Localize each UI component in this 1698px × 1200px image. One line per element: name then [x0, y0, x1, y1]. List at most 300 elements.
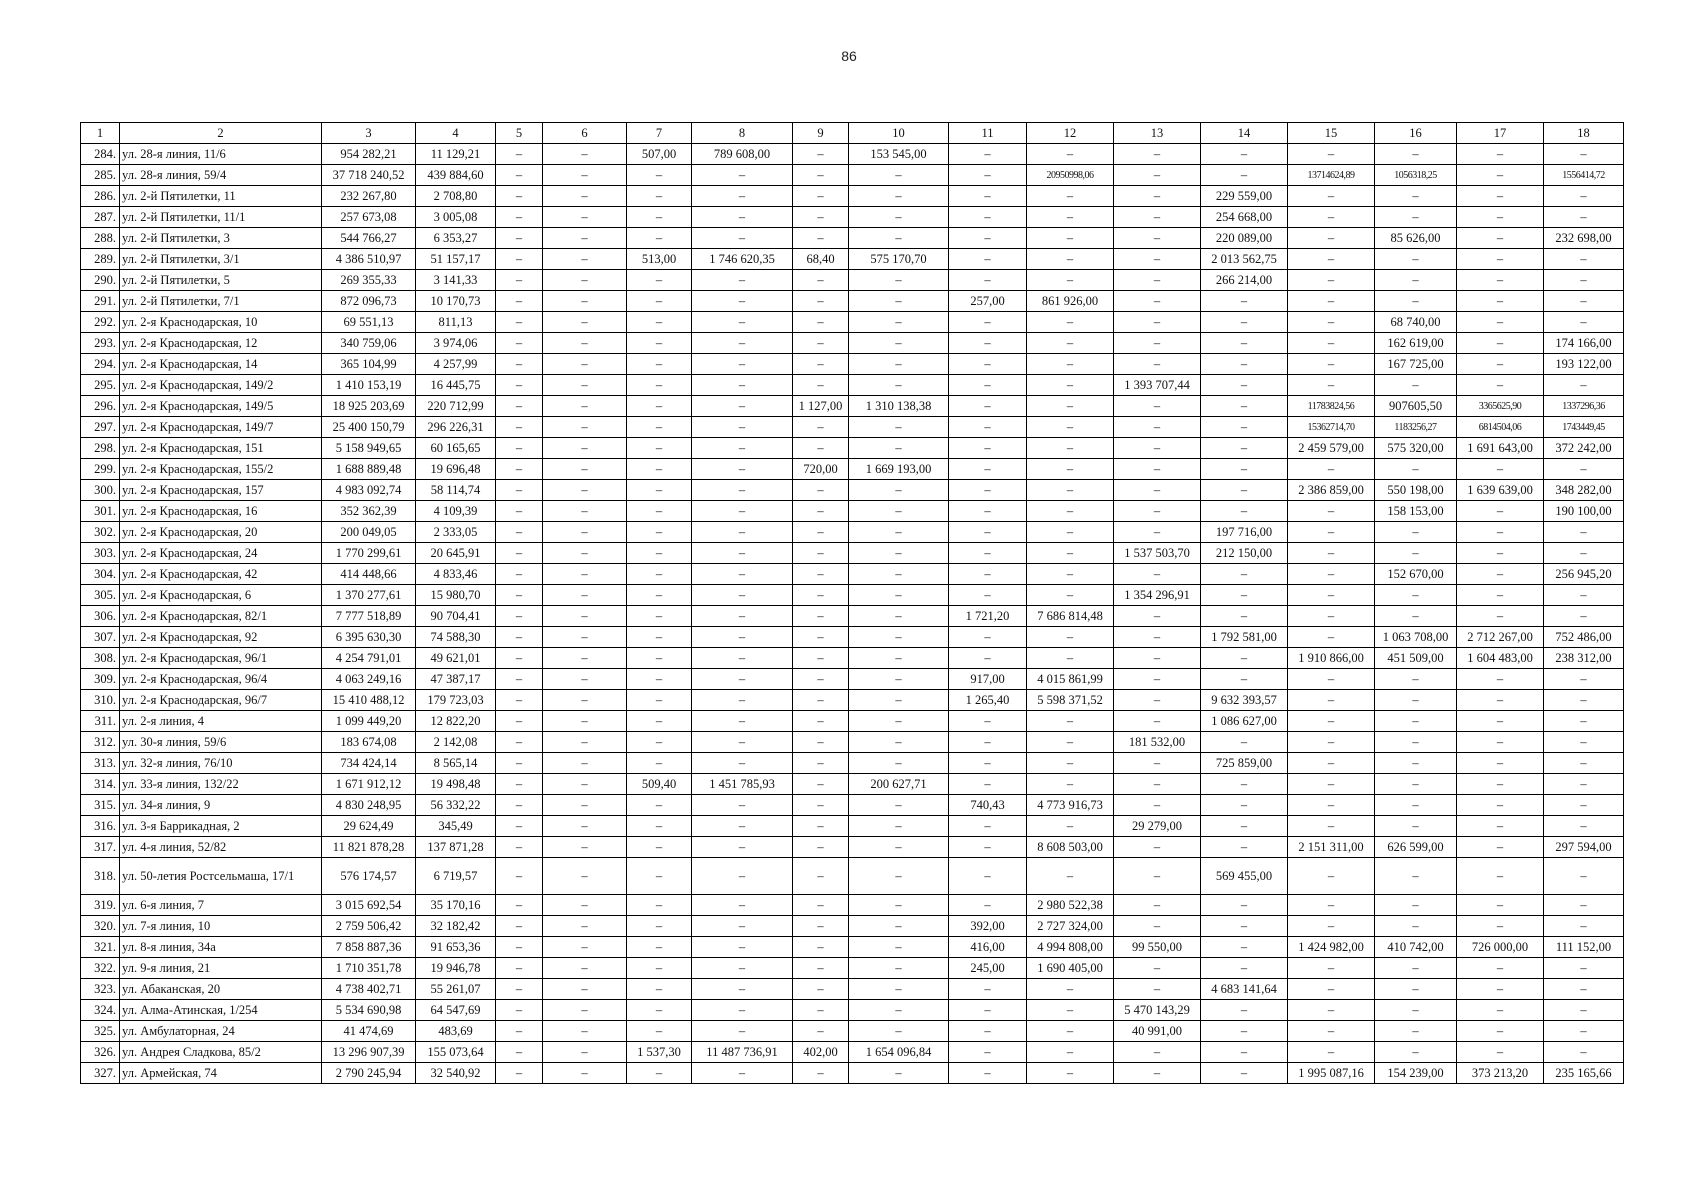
value-cell: –	[1288, 585, 1375, 606]
address-cell: ул. 50-летия Ростсельмаша, 17/1	[120, 858, 322, 895]
address-cell: ул. 28-я линия, 11/6	[120, 144, 322, 165]
value-cell: –	[543, 291, 627, 312]
value-cell: –	[1457, 522, 1544, 543]
value-cell: –	[543, 417, 627, 438]
value-cell: –	[1114, 228, 1201, 249]
value-cell: –	[496, 690, 543, 711]
address-cell: ул. 2-я Краснодарская, 149/7	[120, 417, 322, 438]
value-cell: –	[543, 564, 627, 585]
value-cell: 174 166,00	[1544, 333, 1624, 354]
value-cell: 2 790 245,94	[322, 1063, 416, 1084]
value-cell: 544 766,27	[322, 228, 416, 249]
address-cell: ул. 2-я Краснодарская, 42	[120, 564, 322, 585]
value-cell: –	[793, 648, 849, 669]
value-cell: –	[949, 564, 1027, 585]
value-cell: 4 833,46	[416, 564, 496, 585]
value-cell: –	[1544, 753, 1624, 774]
address-cell: ул. 28-я линия, 59/4	[120, 165, 322, 186]
value-cell: 4 983 092,74	[322, 480, 416, 501]
value-cell: 720,00	[793, 459, 849, 480]
row-number: 292.	[81, 312, 120, 333]
address-cell: ул. 2-й Пятилетки, 5	[120, 270, 322, 291]
value-cell: –	[1201, 459, 1288, 480]
value-cell: –	[793, 774, 849, 795]
row-number: 316.	[81, 816, 120, 837]
value-cell: –	[849, 291, 949, 312]
value-cell: –	[496, 1000, 543, 1021]
value-cell: –	[949, 354, 1027, 375]
value-cell: 414 448,66	[322, 564, 416, 585]
table-row	[81, 795, 1624, 816]
value-cell: 8 565,14	[416, 753, 496, 774]
value-cell: –	[1457, 669, 1544, 690]
value-cell: –	[1288, 753, 1375, 774]
value-cell: –	[1114, 207, 1201, 228]
value-cell: –	[627, 1021, 692, 1042]
value-cell: –	[1114, 753, 1201, 774]
value-cell: –	[1201, 564, 1288, 585]
value-cell: –	[1457, 795, 1544, 816]
value-cell: –	[1027, 438, 1114, 459]
value-cell: –	[1114, 711, 1201, 732]
value-cell: –	[849, 732, 949, 753]
value-cell: –	[496, 522, 543, 543]
value-cell: –	[1114, 795, 1201, 816]
value-cell: –	[496, 480, 543, 501]
value-cell: 212 150,00	[1201, 543, 1288, 564]
value-cell: 575 170,70	[849, 249, 949, 270]
value-cell: –	[496, 585, 543, 606]
value-cell: –	[627, 795, 692, 816]
value-cell: –	[1544, 249, 1624, 270]
row-number: 305.	[81, 585, 120, 606]
value-cell: 4 109,39	[416, 501, 496, 522]
value-cell: 4 738 402,71	[322, 979, 416, 1000]
value-cell: –	[1114, 627, 1201, 648]
value-cell: –	[949, 648, 1027, 669]
table-row	[81, 144, 1624, 165]
value-cell: –	[1375, 270, 1457, 291]
value-cell: 3365625,90	[1457, 396, 1544, 417]
value-cell: –	[627, 375, 692, 396]
value-cell: –	[949, 144, 1027, 165]
table-row	[81, 459, 1624, 480]
value-cell: –	[1288, 606, 1375, 627]
value-cell: 340 759,06	[322, 333, 416, 354]
value-cell: –	[849, 375, 949, 396]
value-cell: 220 089,00	[1201, 228, 1288, 249]
value-cell: –	[627, 417, 692, 438]
value-cell: –	[1201, 1021, 1288, 1042]
value-cell: –	[1027, 1000, 1114, 1021]
value-cell: –	[1114, 312, 1201, 333]
column-header: 14	[1201, 123, 1288, 144]
value-cell: –	[1201, 837, 1288, 858]
value-cell: 5 598 371,52	[1027, 690, 1114, 711]
value-cell: –	[627, 333, 692, 354]
value-cell: –	[1288, 979, 1375, 1000]
column-header: 18	[1544, 123, 1624, 144]
value-cell: –	[692, 1021, 793, 1042]
value-cell: 11 129,21	[416, 144, 496, 165]
value-cell: –	[1114, 291, 1201, 312]
value-cell: –	[543, 606, 627, 627]
row-number: 291.	[81, 291, 120, 312]
value-cell: –	[692, 165, 793, 186]
address-cell: ул. 30-я линия, 59/6	[120, 732, 322, 753]
value-cell: –	[793, 979, 849, 1000]
value-cell: –	[793, 711, 849, 732]
value-cell: –	[543, 1021, 627, 1042]
value-cell: –	[627, 979, 692, 1000]
value-cell: 1 691 643,00	[1457, 438, 1544, 459]
value-cell: 907605,50	[1375, 396, 1457, 417]
value-cell: –	[543, 333, 627, 354]
value-cell: –	[543, 186, 627, 207]
table-row	[81, 1000, 1624, 1021]
value-cell: 1 370 277,61	[322, 585, 416, 606]
value-cell: –	[1201, 417, 1288, 438]
value-cell: –	[543, 207, 627, 228]
value-cell: 1337296,36	[1544, 396, 1624, 417]
value-cell: –	[1288, 543, 1375, 564]
value-cell: –	[1201, 958, 1288, 979]
value-cell: –	[1201, 480, 1288, 501]
value-cell: 402,00	[793, 1042, 849, 1063]
value-cell: –	[1114, 564, 1201, 585]
address-cell: ул. 2-я линия, 4	[120, 711, 322, 732]
value-cell: –	[1288, 270, 1375, 291]
value-cell: –	[627, 606, 692, 627]
value-cell: –	[1544, 543, 1624, 564]
value-cell: –	[793, 543, 849, 564]
value-cell: –	[1288, 333, 1375, 354]
address-cell: ул. 2-я Краснодарская, 10	[120, 312, 322, 333]
data-table	[80, 122, 1624, 1084]
address-cell: ул. 2-я Краснодарская, 96/1	[120, 648, 322, 669]
value-cell: 483,69	[416, 1021, 496, 1042]
column-header: 5	[496, 123, 543, 144]
value-cell: –	[1544, 958, 1624, 979]
row-number: 289.	[81, 249, 120, 270]
value-cell: –	[1544, 916, 1624, 937]
value-cell: –	[793, 564, 849, 585]
value-cell: –	[543, 165, 627, 186]
value-cell: –	[793, 837, 849, 858]
value-cell: 13714624,89	[1288, 165, 1375, 186]
value-cell: 19 946,78	[416, 958, 496, 979]
value-cell: 861 926,00	[1027, 291, 1114, 312]
value-cell: –	[1375, 732, 1457, 753]
value-cell: –	[627, 585, 692, 606]
value-cell: –	[1457, 916, 1544, 937]
value-cell: –	[949, 333, 1027, 354]
value-cell: 200 049,05	[322, 522, 416, 543]
value-cell: 269 355,33	[322, 270, 416, 291]
value-cell: –	[949, 711, 1027, 732]
value-cell: –	[849, 438, 949, 459]
value-cell: –	[543, 1063, 627, 1084]
value-cell: 190 100,00	[1544, 501, 1624, 522]
value-cell: 1 639 639,00	[1457, 480, 1544, 501]
row-number: 310.	[81, 690, 120, 711]
table-row	[81, 648, 1624, 669]
table-row	[81, 165, 1624, 186]
value-cell: –	[793, 144, 849, 165]
value-cell: –	[1027, 375, 1114, 396]
value-cell: –	[627, 480, 692, 501]
value-cell: 1 410 153,19	[322, 375, 416, 396]
value-cell: –	[849, 753, 949, 774]
value-cell: –	[543, 270, 627, 291]
value-cell: –	[793, 1000, 849, 1021]
value-cell: 1 671 912,12	[322, 774, 416, 795]
value-cell: –	[793, 375, 849, 396]
table-row	[81, 375, 1624, 396]
value-cell: 19 696,48	[416, 459, 496, 480]
address-cell: ул. 2-я Краснодарская, 24	[120, 543, 322, 564]
value-cell: –	[692, 795, 793, 816]
value-cell: –	[496, 396, 543, 417]
value-cell: –	[1201, 732, 1288, 753]
value-cell: –	[1457, 895, 1544, 916]
value-cell: –	[627, 1000, 692, 1021]
value-cell: 725 859,00	[1201, 753, 1288, 774]
value-cell: 245,00	[949, 958, 1027, 979]
value-cell: 257 673,08	[322, 207, 416, 228]
value-cell: –	[1114, 837, 1201, 858]
value-cell: –	[793, 270, 849, 291]
value-cell: –	[1375, 690, 1457, 711]
value-cell: –	[627, 690, 692, 711]
address-cell: ул. 3-я Баррикадная, 2	[120, 816, 322, 837]
value-cell: –	[496, 186, 543, 207]
value-cell: –	[692, 375, 793, 396]
value-cell: –	[1201, 606, 1288, 627]
value-cell: –	[1114, 186, 1201, 207]
address-cell: ул. 2-я Краснодарская, 155/2	[120, 459, 322, 480]
value-cell: –	[627, 312, 692, 333]
value-cell: 19 498,48	[416, 774, 496, 795]
value-cell: 2 151 311,00	[1288, 837, 1375, 858]
value-cell: –	[1201, 774, 1288, 795]
value-cell: –	[1114, 858, 1201, 895]
value-cell: 49 621,01	[416, 648, 496, 669]
value-cell: –	[1288, 522, 1375, 543]
value-cell: –	[692, 916, 793, 937]
table-row	[81, 333, 1624, 354]
table-row	[81, 627, 1624, 648]
row-number: 318.	[81, 858, 120, 895]
value-cell: 162 619,00	[1375, 333, 1457, 354]
value-cell: 85 626,00	[1375, 228, 1457, 249]
value-cell: –	[849, 501, 949, 522]
value-cell: 2 727 324,00	[1027, 916, 1114, 937]
value-cell: –	[1288, 816, 1375, 837]
value-cell: –	[1288, 375, 1375, 396]
value-cell: –	[496, 291, 543, 312]
value-cell: –	[1375, 207, 1457, 228]
value-cell: –	[496, 837, 543, 858]
value-cell: 155 073,64	[416, 1042, 496, 1063]
row-number: 313.	[81, 753, 120, 774]
address-cell: ул. 32-я линия, 76/10	[120, 753, 322, 774]
value-cell: 297 594,00	[1544, 837, 1624, 858]
value-cell: –	[1375, 753, 1457, 774]
value-cell: 296 226,31	[416, 417, 496, 438]
value-cell: –	[692, 858, 793, 895]
value-cell: 4 386 510,97	[322, 249, 416, 270]
value-cell: –	[692, 333, 793, 354]
value-cell: –	[793, 228, 849, 249]
value-cell: –	[496, 606, 543, 627]
value-cell: 513,00	[627, 249, 692, 270]
table-row	[81, 438, 1624, 459]
value-cell: –	[627, 501, 692, 522]
value-cell: –	[496, 165, 543, 186]
value-cell: 91 653,36	[416, 937, 496, 958]
value-cell: –	[692, 270, 793, 291]
column-header: 6	[543, 123, 627, 144]
value-cell: –	[543, 648, 627, 669]
value-cell: 20 645,91	[416, 543, 496, 564]
row-number: 327.	[81, 1063, 120, 1084]
address-cell: ул. 2-я Краснодарская, 157	[120, 480, 322, 501]
value-cell: –	[1201, 333, 1288, 354]
value-cell: 451 509,00	[1375, 648, 1457, 669]
value-cell: 1 127,00	[793, 396, 849, 417]
table-row	[81, 732, 1624, 753]
value-cell: –	[1027, 564, 1114, 585]
value-cell: 11783824,56	[1288, 396, 1375, 417]
value-cell: –	[1544, 795, 1624, 816]
value-cell: –	[543, 690, 627, 711]
value-cell: –	[1027, 816, 1114, 837]
value-cell: –	[1544, 585, 1624, 606]
row-number: 288.	[81, 228, 120, 249]
value-cell: 56 332,22	[416, 795, 496, 816]
value-cell: –	[692, 228, 793, 249]
value-cell: –	[543, 816, 627, 837]
value-cell: 4 254 791,01	[322, 648, 416, 669]
table-row	[81, 1021, 1624, 1042]
value-cell: 29 279,00	[1114, 816, 1201, 837]
value-cell: –	[1288, 354, 1375, 375]
value-cell: –	[1114, 480, 1201, 501]
value-cell: –	[1114, 916, 1201, 937]
value-cell: –	[627, 165, 692, 186]
value-cell: –	[1375, 543, 1457, 564]
value-cell: 1 995 087,16	[1288, 1063, 1375, 1084]
row-number: 309.	[81, 669, 120, 690]
value-cell: –	[496, 858, 543, 895]
value-cell: –	[1027, 1042, 1114, 1063]
value-cell: 7 686 814,48	[1027, 606, 1114, 627]
value-cell: –	[849, 270, 949, 291]
value-cell: –	[496, 916, 543, 937]
page-number: 86	[841, 48, 857, 64]
value-cell: –	[496, 375, 543, 396]
value-cell: –	[627, 669, 692, 690]
value-cell: –	[1457, 375, 1544, 396]
value-cell: 69 551,13	[322, 312, 416, 333]
value-cell: 47 387,17	[416, 669, 496, 690]
value-cell: –	[1201, 937, 1288, 958]
value-cell: –	[543, 979, 627, 1000]
value-cell: –	[849, 480, 949, 501]
column-header: 11	[949, 123, 1027, 144]
value-cell: –	[543, 459, 627, 480]
value-cell: –	[1457, 1000, 1544, 1021]
value-cell: –	[849, 627, 949, 648]
value-cell: 154 239,00	[1375, 1063, 1457, 1084]
value-cell: –	[1457, 165, 1544, 186]
value-cell: –	[793, 916, 849, 937]
value-cell: –	[849, 690, 949, 711]
value-cell: –	[1288, 186, 1375, 207]
value-cell: –	[496, 417, 543, 438]
value-cell: 51 157,17	[416, 249, 496, 270]
value-cell: –	[849, 165, 949, 186]
value-cell: –	[849, 648, 949, 669]
value-cell: –	[692, 669, 793, 690]
value-cell: 2 013 562,75	[1201, 249, 1288, 270]
row-number: 312.	[81, 732, 120, 753]
value-cell: 1 310 138,38	[849, 396, 949, 417]
value-cell: –	[1288, 958, 1375, 979]
value-cell: –	[692, 711, 793, 732]
column-header: 4	[416, 123, 496, 144]
value-cell: –	[627, 753, 692, 774]
value-cell: 1 746 620,35	[692, 249, 793, 270]
value-cell: –	[496, 711, 543, 732]
value-cell: –	[1114, 1063, 1201, 1084]
value-cell: 507,00	[627, 144, 692, 165]
address-cell: ул. Андрея Сладкова, 85/2	[120, 1042, 322, 1063]
value-cell: –	[1027, 979, 1114, 1000]
value-cell: –	[543, 312, 627, 333]
value-cell: 2 459 579,00	[1288, 438, 1375, 459]
value-cell: –	[496, 895, 543, 916]
value-cell: –	[692, 1000, 793, 1021]
table-row	[81, 354, 1624, 375]
value-cell: –	[1288, 690, 1375, 711]
value-cell: –	[692, 291, 793, 312]
value-cell: –	[692, 958, 793, 979]
value-cell: –	[543, 228, 627, 249]
address-cell: ул. 2-я Краснодарская, 92	[120, 627, 322, 648]
value-cell: 4 830 248,95	[322, 795, 416, 816]
value-cell: –	[1027, 648, 1114, 669]
value-cell: 1743449,45	[1544, 417, 1624, 438]
value-cell: –	[1544, 858, 1624, 895]
value-cell: –	[1114, 606, 1201, 627]
value-cell: –	[1288, 501, 1375, 522]
value-cell: –	[1544, 606, 1624, 627]
value-cell: –	[692, 396, 793, 417]
value-cell: –	[543, 249, 627, 270]
value-cell: –	[1027, 627, 1114, 648]
value-cell: –	[543, 837, 627, 858]
value-cell: 7 858 887,36	[322, 937, 416, 958]
value-cell: –	[949, 774, 1027, 795]
row-number: 323.	[81, 979, 120, 1000]
value-cell: –	[793, 895, 849, 916]
value-cell: –	[496, 1042, 543, 1063]
value-cell: –	[692, 438, 793, 459]
value-cell: 576 174,57	[322, 858, 416, 895]
value-cell: –	[793, 858, 849, 895]
